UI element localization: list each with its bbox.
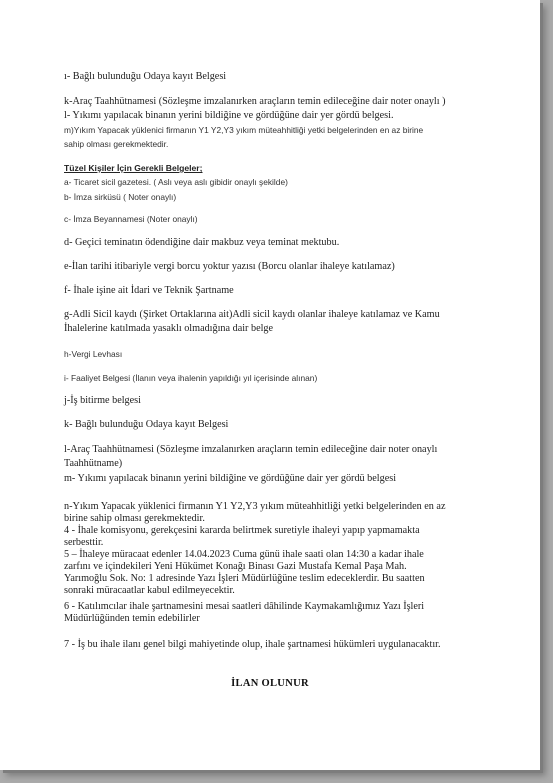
- text-line: c- İmza Beyannamesi (Noter onaylı): [64, 214, 198, 224]
- text-line: Tüzel Kişiler İçin Gerekli Belgeler;: [64, 163, 203, 173]
- text-line: i- Faaliyet Belgesi (İlanın veya ihalenin yapıldığı yıl içerisinde alınan): [64, 373, 318, 383]
- text-line: n-Yıkım Yapacak yüklenici firmanın Y1 Y2,Y3 yıkım müteahhitliği yetki belgelerinden en az: [64, 501, 446, 512]
- text-line: d- Geçici teminatın ödendiğine dair makbuz veya teminat mektubu.: [64, 237, 340, 248]
- text-line: j-İş bitirme belgesi: [64, 395, 141, 406]
- text-line: b- İmza sirküsü ( Noter onaylı): [64, 192, 177, 202]
- text-line: serbesttir.: [64, 537, 104, 548]
- text-line: 4 - İhale komisyonu, gerekçesini kararda belirtmek suretiyle ihaleyi yapıp yapmamakta: [64, 525, 420, 536]
- text-line: 6 - Katılımcılar ihale şartnamesini mesai saatleri dâhilinde Kaymakamlığımız Yazı İşleri: [64, 601, 425, 612]
- document-footer: İLAN OLUNUR: [231, 678, 309, 689]
- text-line: m- Yıkımı yapılacak binanın yerini bildiğine ve gördüğüne dair yer gördü belgesi: [64, 473, 397, 484]
- text-line: zarfını ve içindekileri Yeni Hükümet Konağı Binası Gazi Mustafa Kemal Paşa Mah.: [64, 561, 407, 572]
- text-line: 5 – İhaleye müracaat edenler 14.04.2023 Cuma günü ihale saati olan 14:30 a kadar ihale: [64, 549, 424, 560]
- text-line: m)Yıkım Yapacak yüklenici firmanın Y1 Y2,Y3 yıkım müteahhitliği yetki belgelerinden en az birine: [64, 125, 424, 135]
- text-line: Taahhütname): [64, 458, 123, 469]
- text-line: ı- Bağlı bulunduğu Odaya kayıt Belgesi: [64, 71, 227, 82]
- text-line: İhalelerine katılmada yasaklı olmadığına dair belge: [64, 323, 274, 334]
- text-line: k- Bağlı bulunduğu Odaya kayıt Belgesi: [64, 419, 229, 430]
- text-line: k-Araç Taahhütnamesi (Sözleşme imzalanırken araçların temin edileceğine dair noter onaylı ): [64, 96, 446, 107]
- text-line: l-Araç Taahhütnamesi (Sözleşme imzalanırken araçların temin edileceğine dair noter onaylı: [64, 444, 438, 455]
- text-line: l- Yıkımı yapılacak binanın yerini bildiğine ve gördüğüne dair yer gördü belgesi.: [64, 110, 394, 121]
- text-line: Yarımoğlu Sok. No: 1 adresinde Yazı İşleri Müdürlüğüne teslim edeceklerdir. Bu saatten: [64, 573, 425, 584]
- text-line: Müdürlüğünden temin edebilirler: [64, 613, 200, 624]
- text-line: h-Vergi Levhası: [64, 349, 123, 359]
- text-line: f- İhale işine ait İdari ve Teknik Şartname: [64, 285, 234, 296]
- text-line: 7 - İş bu ihale ilanı genel bilgi mahiyetinde olup, ihale şartnamesi hükümleri uygulanacaktır.: [64, 639, 441, 650]
- text-line: birine sahip olması gerekmektedir.: [64, 513, 205, 524]
- text-line: a- Ticaret sicil gazetesi. ( Aslı veya aslı gibidir onaylı şekilde): [64, 177, 288, 187]
- text-line: g-Adli Sicil kaydı (Şirket Ortaklarına ait)Adli sicil kaydı olanlar ihaleye katılamaz ve Kamu: [64, 309, 440, 320]
- text-line: e-İlan tarihi itibariyle vergi borcu yoktur yazısı (Borcu olanlar ihaleye katılamaz): [64, 261, 395, 272]
- text-line: sonraki müracaatlar kabul edilmeyecektir.: [64, 585, 235, 596]
- text-line: sahip olması gerekmektedir.: [64, 139, 169, 149]
